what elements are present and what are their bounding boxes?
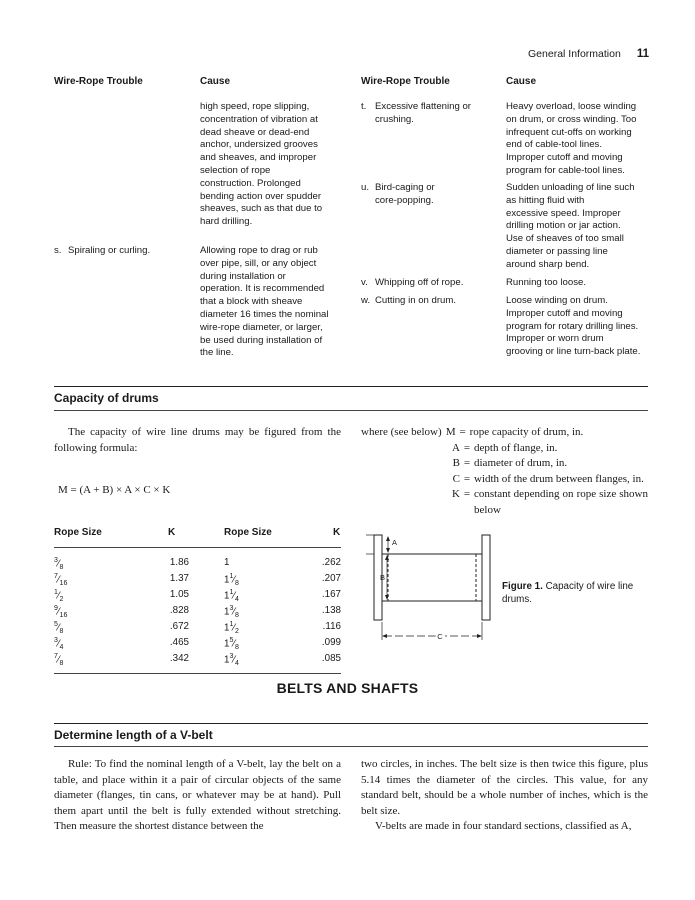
label-a: A: [392, 538, 398, 547]
vbelt-rule-bottom: [54, 746, 648, 747]
col-header-trouble-left: Wire-Rope Trouble: [54, 76, 143, 87]
k-value-cell: .828: [169, 605, 189, 616]
vbelt-right-paragraph: two circles, in inches. The belt size is then twice this figure, plus 5.14 times the diameter of the circles. This value, for any standard belt, should be a whole number of inches, which is the belt size. V-belts are made in four standard sections, classified as A,: [361, 758, 648, 832]
k-value-cell: .465: [169, 637, 189, 648]
trouble-u: u. Bird-caging or core-popping.: [361, 182, 435, 206]
trouble-t: t. Excessive flattening or crushing.: [361, 101, 471, 125]
k-value-cell: 1.86: [169, 557, 189, 568]
k-header-k-1: K: [168, 527, 176, 538]
k-header-rope-size-2: Rope Size: [224, 527, 272, 538]
k-rope-size-cell: $^9⁄_{16}$: [54, 605, 68, 620]
k-value-cell: .342: [169, 653, 189, 664]
section-heading-vbelt: Determine length of a V-belt: [54, 728, 213, 742]
k-rope-size-cell: $1^5⁄_8$: [224, 637, 239, 652]
k-rope-size-cell: $^3⁄_8$: [54, 557, 64, 572]
k-table-header-rule: [54, 547, 341, 548]
figure-caption: [502, 581, 652, 606]
k-header-rope-size-1: Rope Size: [54, 527, 102, 538]
k-value-cell: .138: [321, 605, 341, 616]
col-header-cause-right: Cause: [506, 76, 537, 87]
k-value-cell: .207: [321, 573, 341, 584]
trouble-s: s. Spiraling or curling.: [54, 245, 151, 256]
section-rule-bottom: [54, 410, 648, 411]
k-rope-size-cell: $1^1⁄_2$: [224, 621, 239, 636]
k-table-bottom-rule: [54, 673, 341, 674]
figure-caption-label: Figure 1.: [502, 581, 543, 592]
k-rope-size-cell: $^7⁄_{16}$: [54, 573, 68, 588]
drum-figure: [354, 530, 494, 650]
k-rope-size-cell: $^5⁄_8$: [54, 621, 64, 636]
k-rope-size-cell: 1: [224, 557, 230, 568]
vbelt-rule-top: [54, 723, 648, 724]
chapter-title-belts: BELTS AND SHAFTS: [276, 680, 419, 696]
k-rope-size-cell: $1^1⁄_8$: [224, 573, 239, 588]
cause-continued: high speed, rope slipping, concentration of vibration at dead sheave or dead-end anchor, undersized grooves and sheaves, and improper selection of rope construction. Prolonged bending action over spudder sheaves, such as that due to hard drilling.: [200, 101, 323, 228]
trouble-w: w. Cutting in on drum.: [361, 295, 457, 306]
cause-v: Running too loose.: [506, 277, 587, 288]
k-value-cell: 1.37: [169, 573, 189, 584]
section-name: General Information: [528, 48, 621, 60]
k-rope-size-cell: $1^3⁄_4$: [224, 653, 239, 668]
k-rope-size-cell: $1^3⁄_8$: [224, 605, 239, 620]
where-label: where (see below): [361, 426, 442, 438]
k-rope-size-cell: $^1⁄_2$: [54, 589, 64, 604]
k-value-cell: 1.05: [169, 589, 189, 600]
page-number: 11: [636, 48, 649, 60]
k-value-cell: .262: [321, 557, 341, 568]
k-rope-size-cell: $^3⁄_4$: [54, 637, 64, 652]
variable-definitions: where (see below) M = rope capacity of drum, in. A = depth of flange, in. B = diameter of drum, in. C = width of the drum between flanges, in. K = constant depending on rope size shown below: [361, 426, 648, 516]
cause-t: Heavy overload, loose winding on drum, or cross winding. Too infrequent cut-offs on working end of cable-tool lines. Improper cutoff and moving program for cable-tool lines.: [506, 101, 637, 176]
section-heading-capacity: Capacity of drums: [54, 391, 159, 405]
label-b: B: [379, 573, 385, 582]
running-header: [528, 48, 649, 60]
capacity-formula: M = (A + B) × A × C × K: [58, 484, 171, 496]
trouble-v: v. Whipping off of rope.: [361, 277, 464, 288]
cause-s: Allowing rope to drag or rub over pipe, sill, or any object during installation or operation. It is recommended that a block with sheave diameter 16 times the nominal wire-rope diameter, or larger, be used during installation of the line.: [200, 245, 329, 359]
col-header-trouble-right: Wire-Rope Trouble: [361, 76, 450, 87]
k-value-cell: .116: [322, 621, 341, 632]
k-value-cell: .085: [321, 653, 341, 664]
k-header-k-2: K: [333, 527, 341, 538]
col-header-cause-left: Cause: [200, 76, 231, 87]
vbelt-rule-paragraph: Rule: To find the nominal length of a V-belt, lay the belt on a table, and place within it a pair of circular objects of the same diameter (flanges, tin cans, or whatever may be at hand). Pull them apart until the belt is fully extended without stretching. Then measure the shortest distance between the: [54, 758, 341, 832]
cause-u: Sudden unloading of line such as hitting fluid with excessive speed. Improper drilling motion or jar action. Use of sheaves of too small diameter or passing line around sharp bend.: [506, 182, 635, 270]
k-rope-size-cell: $1^1⁄_4$: [224, 589, 239, 604]
label-c: C: [437, 632, 443, 641]
k-rope-size-cell: $^7⁄_8$: [54, 653, 64, 668]
capacity-intro: The capacity of wire line drums may be figured from the following formula:: [54, 426, 341, 454]
figure-caption-text: Capacity of wire line drums.: [502, 581, 634, 605]
k-value-cell: .672: [169, 621, 189, 632]
k-value-cell: .099: [321, 637, 341, 648]
section-rule-top: [54, 386, 648, 387]
right-flange: [482, 535, 490, 620]
k-value-cell: .167: [321, 589, 341, 600]
cause-w: Loose winding on drum. Improper cutoff and moving program for rotary drilling lines. Improper or worn drum grooving or line turn-back plate.: [506, 295, 641, 358]
